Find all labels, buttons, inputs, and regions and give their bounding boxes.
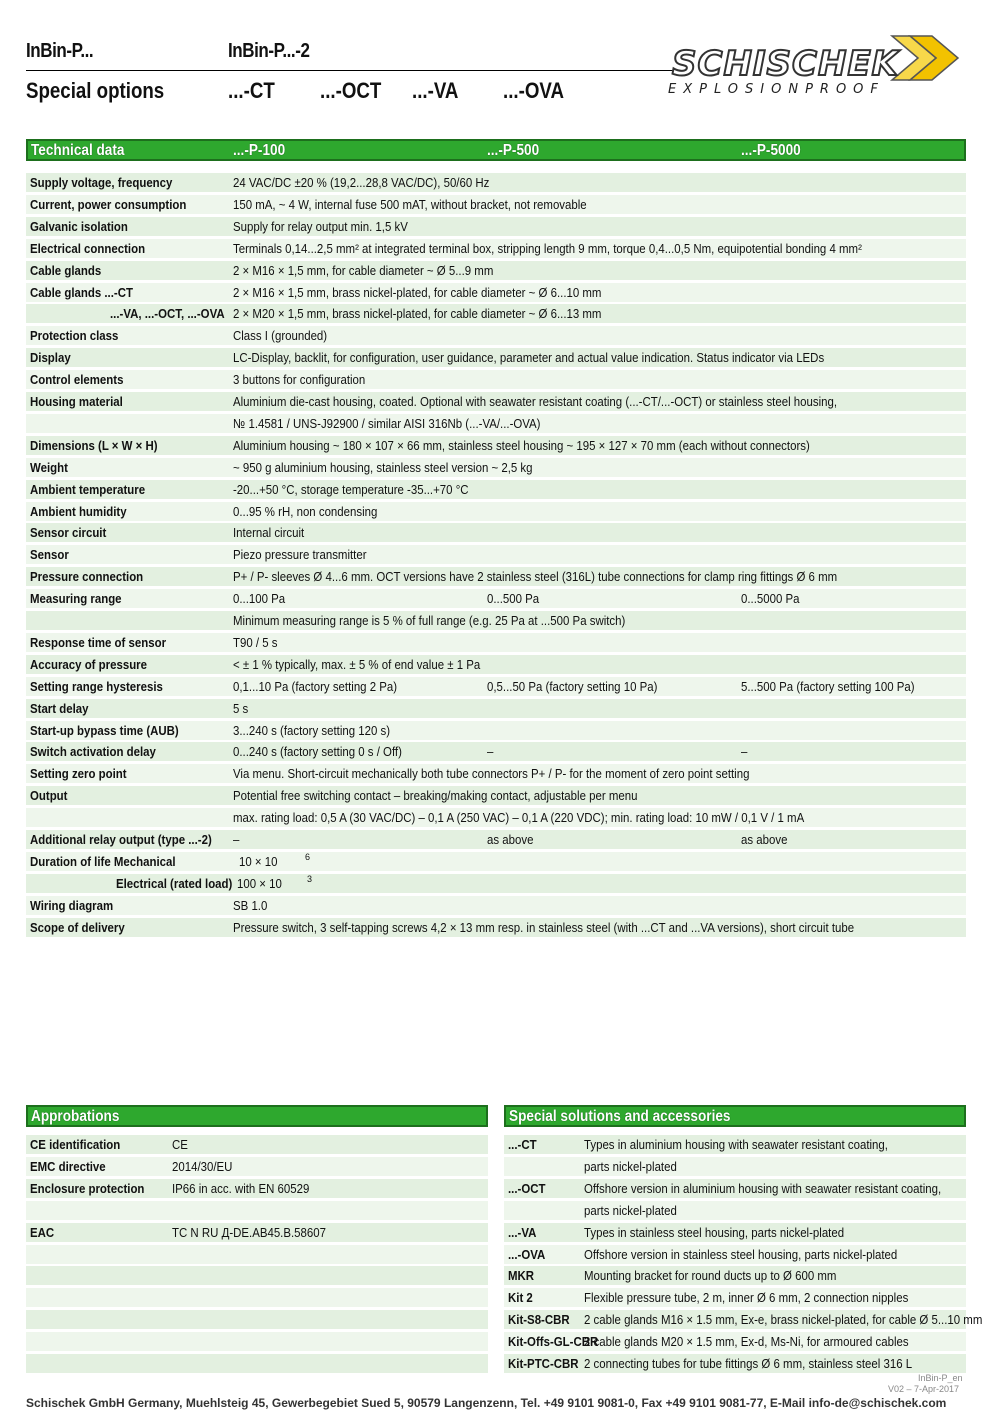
row-label: EMC directive [30,1158,106,1174]
table-row [26,502,966,522]
row-value: Supply for relay output min. 1,5 kV [233,218,408,234]
row-value-5000: 5...500 Pa (factory setting 100 Pa) [741,678,915,694]
row-label: Supply voltage, frequency [30,175,173,190]
row-value: Offshore version in aluminium housing with seawater resistant coating, [584,1180,942,1196]
row-label: ...-VA [508,1224,537,1240]
table-row [26,721,966,741]
document-id: InBin-P_en [918,1373,963,1383]
row-label: Enclosure protection [30,1180,145,1196]
row-value-5000: as above [741,832,788,847]
row-label: Current, power consumption [30,196,187,212]
table-row [26,699,966,719]
table-row [26,1354,488,1374]
row-value: № 1.4581 / UNS-J92900 / similar AISI 316Nb (...-VA/...-OVA) [233,415,541,431]
table-row [504,1223,966,1243]
table-row [26,173,966,193]
row-label: Ambient temperature [30,481,146,497]
row-label: MKR [508,1268,535,1284]
option-ct: ...-CT [228,78,275,103]
company-footer: Schischek GmbH Germany, Muehlsteig 45, Gewerbegebiet Sued 5, 90579 Langenzenn, Tel. +49 9101 9081-0, Fax +49 9101 9081-77, E-Mail info-de@schischek.com [26,1396,947,1410]
row-value: 2 × M16 × 1,5 mm, brass nickel-plated, for cable diameter ~ Ø 6...10 mm [233,284,602,300]
table-row [26,283,966,303]
row-label: Cable glands ...-CT [30,284,133,300]
row-value: Piezo pressure transmitter [233,547,367,563]
table-row [26,304,966,324]
table-row [504,1157,966,1177]
table-row [26,370,966,390]
row-label: Protection class [30,328,119,344]
table-row [504,1135,966,1155]
table-row [26,523,966,543]
table-row [26,1332,488,1352]
row-label: Start delay [30,700,89,716]
row-value: 100 × 10 [237,875,282,891]
table-row [504,1201,966,1221]
row-value: IP66 in acc. with EN 60529 [172,1180,310,1196]
row-value: 10 × 10 [239,853,278,869]
row-value: 2 cable glands M20 × 1.5 mm, Ex-d, Ms-Ni, for armoured cables [584,1334,909,1350]
row-value: 2 × M16 × 1,5 mm, for cable diameter ~ Ø 5...9 mm [233,262,494,278]
row-label: Electrical connection [30,240,146,256]
row-value: Aluminium die-cast housing, coated. Optional with seawater resistant coating (...-CT/...-OCT) or stainless steel housing, [233,394,838,409]
table-row [26,195,966,215]
row-value: < ± 1 % typically, max. ± 5 % of end value ± 1 Pa [233,656,481,672]
row-value: – [233,832,240,847]
table-row [26,611,966,631]
row-label: Ambient humidity [30,503,127,519]
table-row [26,1288,488,1308]
table-row [26,1310,488,1330]
row-value: 2 × M20 × 1,5 mm, brass nickel-plated, for cable diameter ~ Ø 6...13 mm [233,306,602,322]
document-version: V02 – 7-Apr-2017 [888,1384,960,1394]
table-row [26,1201,488,1221]
table-row [26,874,966,894]
row-label: Display [30,350,71,366]
table-row [504,1332,966,1352]
row-label: Cable glands [30,262,102,278]
row-value: Aluminium housing ~ 180 × 107 × 66 mm, stainless steel housing ~ 195 × 127 × 70 mm (each without connectors) [233,437,810,453]
special-solutions-table [504,1135,983,1375]
table-row [26,1223,488,1243]
special-options-label: Special options [26,78,165,103]
table-row [26,1135,488,1155]
row-label: Switch activation delay [30,744,156,760]
row-label: Response time of sensor [30,634,167,650]
table-row [26,436,966,456]
table-row [26,326,966,346]
table-row [26,742,966,762]
special-solutions-title: Special solutions and accessories [509,1108,731,1125]
row-label: Electrical (rated load) [116,875,233,891]
row-label: Control elements [30,372,124,388]
table-row [26,1266,488,1286]
row-label: Sensor circuit [30,525,107,541]
table-row [26,655,966,675]
row-value: 150 mA, ~ 4 W, internal fuse 500 mAT, without bracket, not removable [233,196,587,212]
technical-data-header [26,139,966,161]
table-row [26,414,966,434]
row-value: Minimum measuring range is 5 % of full range (e.g. 25 Pa at ...500 Pa switch) [233,613,626,628]
row-value-500: – [487,744,494,760]
row-label: CE identification [30,1137,121,1152]
row-value: P+ / P- sleeves Ø 4...6 mm. OCT versions have 2 stainless steel (316L) tube connections for clamp ring fittings Ø 6 mm [233,569,838,585]
table-row [26,348,966,368]
row-value: CE [172,1137,188,1152]
table-row [26,545,966,565]
table-row [504,1266,966,1286]
table-row [26,830,966,850]
row-value-exponent: 6 [305,851,311,862]
table-row [504,1179,966,1199]
row-label: ...-VA, ...-OCT, ...-OVA [110,306,225,322]
row-value-500: as above [487,832,534,847]
row-value: Offshore version in stainless steel housing, parts nickel-plated [584,1246,898,1262]
row-label: ...-OVA [508,1246,546,1262]
row-value-exponent: 3 [307,873,313,884]
row-label: Setting zero point [30,766,127,782]
row-label: Weight [30,459,68,475]
row-label: Accuracy of pressure [30,656,147,672]
table-row [26,918,966,938]
table-row [26,896,966,916]
row-value: -20...+50 °C, storage temperature -35...+70 °C [233,481,469,497]
row-value: Flexible pressure tube, 2 m, inner Ø 6 mm, 2 connection nipples [584,1290,909,1306]
table-row [26,217,966,237]
row-value: 0...95 % rH, non condensing [233,503,378,519]
row-value: Mounting bracket for round ducts up to Ø 600 mm [584,1268,837,1284]
table-row [26,261,966,281]
row-value-5000: – [741,744,748,760]
row-label: Wiring diagram [30,897,114,913]
special-solutions-header [504,1105,966,1127]
row-value-500: 0...500 Pa [487,591,540,607]
table-row [26,239,966,259]
table-row [26,458,966,478]
logo-tagline: EXPLOSIONPROOF [668,82,885,97]
row-label: Dimensions (L × W × H) [30,437,158,453]
row-value: SB 1.0 [233,897,268,913]
row-value-5000: 0...5000 Pa [741,591,800,607]
option-va: ...-VA [412,78,459,103]
row-value: LC-Display, backlit, for configuration, user guidance, parameter and actual value indication. Status indicator via LEDs [233,350,825,366]
row-label: Kit-S8-CBR [508,1312,570,1328]
table-row [504,1354,966,1374]
row-label: Kit-PTC-CBR [508,1356,579,1371]
technical-data-title: Technical data [31,142,125,159]
row-value: T90 / 5 s [233,634,278,650]
row-value: Internal circuit [233,525,305,541]
row-label: Kit-Offs-GL-CBR [508,1334,599,1350]
table-row [26,1245,488,1265]
option-ova: ...-OVA [503,78,564,103]
row-value: 24 VAC/DC ±20 % (19,2...28,8 VAC/DC), 50/60 Hz [233,175,490,190]
row-label: Sensor [30,547,69,563]
row-label: EAC [30,1224,55,1240]
row-label: Kit 2 [508,1290,533,1306]
schischek-logo [660,28,970,98]
row-label: ...-OCT [508,1180,546,1196]
model-title-b: InBin-P...-2 [228,40,310,62]
table-row [504,1310,983,1330]
row-label: Duration of life Mechanical [30,853,176,869]
row-value: 2 cable glands M16 × 1.5 mm, Ex-e, brass nickel-plated, for cable Ø 5...10 mm [584,1312,983,1328]
row-value: ~ 950 g aluminium housing, stainless steel version ~ 2,5 kg [233,459,533,475]
row-value: Via menu. Short-circuit mechanically both tube connectors P+ / P- for the moment of zero point setting [233,766,750,782]
table-row [26,1179,488,1199]
table-row [26,633,966,653]
technical-data-table [26,173,966,935]
row-value: parts nickel-plated [584,1158,677,1174]
row-value: 3...240 s (factory setting 120 s) [233,722,391,738]
table-row [26,392,966,412]
row-value: Types in stainless steel housing, parts nickel-plated [584,1224,845,1240]
row-value: TC N RU Д-DE.AB45.B.58607 [172,1224,326,1240]
row-label: Additional relay output (type ...-2) [30,832,212,847]
table-row [26,677,966,697]
table-row [26,808,966,828]
row-value: Terminals 0,14...2,5 mm² at integrated terminal box, stripping length 9 mm, torque 0,4...0,5 Nm, equipotential bonding 4 mm² [233,240,862,256]
row-value: max. rating load: 0,5 A (30 VAC/DC) – 0,1 A (250 VAC) – 0,1 A (220 VDC); min. rating load: 10 mW / 0,1 V / 1 mA [233,810,805,826]
column-p5000: ...-P-5000 [741,142,801,159]
row-label: Pressure connection [30,569,144,585]
table-row [26,480,966,500]
approbations-header [26,1105,488,1127]
column-p100: ...-P-100 [233,142,286,159]
row-label: Scope of delivery [30,919,125,935]
row-label: Measuring range [30,591,122,607]
row-value: 5 s [233,700,249,716]
column-p500: ...-P-500 [487,142,540,159]
row-value: Types in aluminium housing with seawater resistant coating, [584,1137,888,1152]
row-value: 0...100 Pa [233,591,286,607]
row-value: Pressure switch, 3 self-tapping screws 4,2 × 13 mm resp. in stainless steel (with ...CT and ...VA versions), short circuit tube [233,919,855,935]
table-row [504,1245,966,1265]
row-label: Galvanic isolation [30,218,128,234]
table-row [26,1157,488,1177]
header-rule [26,70,686,71]
table-row [26,852,966,872]
option-oct: ...-OCT [320,78,382,103]
row-value: Class I (grounded) [233,328,328,344]
row-label: Output [30,788,68,804]
table-row [26,786,966,806]
table-row [26,567,966,587]
row-value: 3 buttons for configuration [233,372,366,388]
row-value: Potential free switching contact – breaking/making contact, adjustable per menu [233,788,638,804]
row-label: Start-up bypass time (AUB) [30,722,179,738]
model-title-a: InBin-P... [26,40,94,62]
table-row [504,1288,966,1308]
row-label: ...-CT [508,1137,537,1152]
approbations-table [26,1135,488,1375]
approbations-title: Approbations [31,1108,120,1125]
row-value: 0...240 s (factory setting 0 s / Off) [233,744,402,760]
table-row [26,764,966,784]
row-value: 2014/30/EU [172,1158,233,1174]
row-value: parts nickel-plated [584,1202,677,1218]
row-label: Housing material [30,394,123,409]
table-row [26,589,966,609]
row-value: 2 connecting tubes for tube fittings Ø 6 mm, stainless steel 316 L [584,1356,913,1371]
row-value-500: 0,5...50 Pa (factory setting 10 Pa) [487,678,658,694]
row-value: 0,1...10 Pa (factory setting 2 Pa) [233,678,398,694]
logo-wordmark: SCHISCHEK [672,44,900,84]
row-label: Setting range hysteresis [30,678,163,694]
